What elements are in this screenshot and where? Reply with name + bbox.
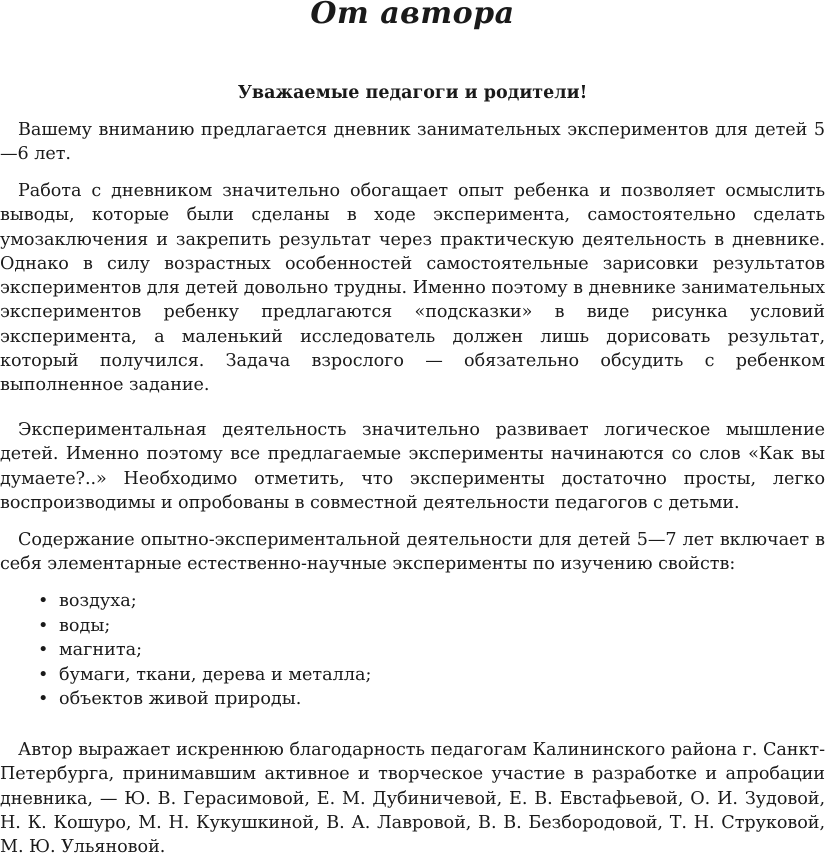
list-item-text: воздуха;: [59, 591, 137, 611]
paragraph-logic: Экспериментальная деятельность значительно развивает логическое мышление детей. Именно поэтому все предлагаемые эксперименты начинаются со слов «Как вы думаете?..» Необходимо отметить, что эксперименты достаточно просты, легко воспроизводимы и опробованы в совместной деятельности педагогов с детьми.: [0, 420, 825, 513]
bullet-icon: •: [38, 640, 49, 660]
bullet-icon: •: [38, 615, 49, 636]
list-item: [0, 663, 825, 688]
list-item: [0, 589, 825, 614]
bullet-icon: •: [38, 664, 49, 685]
properties-list: [0, 589, 825, 712]
paragraph-acknowledgements: Автор выражает искреннюю благодарность педагогам Калининского района г. Санкт-Петербурга, принимавшим активное и творческое участие в разработке и апробации дневника, — Ю. В. Герасимовой, Е. М. Дубиничевой, Е. В. Евстафьевой, О. И. Зудовой, Н. К. Кошуро, М. Н. Кукушкиной, В. А. Лавровой, В. В. Безбородовой, Т. Н. Струковой, М. Ю. Ульяновой.: [0, 740, 825, 858]
list-item-text: воды;: [59, 615, 111, 636]
list-item: [0, 687, 825, 712]
bullet-icon: •: [38, 591, 49, 611]
greeting-heading: Уважаемые педагоги и родители!: [237, 83, 588, 103]
list-item-text: объектов живой природы.: [59, 689, 302, 709]
page-title: От автора: [310, 0, 515, 31]
bullet-icon: •: [38, 689, 49, 709]
list-item-text: бумаги, ткани, дерева и металла;: [59, 664, 372, 685]
paragraph-diary-work: Работа с дневником значительно обогащает опыт ребенка и позволяет осмыслить выводы, которые были сделаны в ходе эксперимента, самостоятельно сделать умозаключения и закрепить результат через практическую деятельность в дневнике. Однако в силу возрастных особенностей самостоятельные зарисовки результатов экспериментов для детей довольно трудны. Именно поэтому в дневнике занимательных экспериментов ребенку предлагаются «подсказки» в виде рисунка условий эксперимента, а маленький исследователь должен лишь дорисовать результат, который получился. Задача взрослого — обязательно обсудить с ребенком выполненное задание.: [0, 181, 825, 396]
list-item: [0, 638, 825, 663]
list-item: [0, 614, 825, 639]
paragraph-content: Содержание опытно-экспериментальной деятельности для детей 5—7 лет включает в себя элементарные естественно-научные эксперименты по изучению свойств:: [0, 530, 825, 575]
paragraph-intro: Вашему вниманию предлагается дневник занимательных экспериментов для детей 5—6 лет.: [0, 120, 825, 165]
list-item-text: магнита;: [59, 640, 142, 660]
